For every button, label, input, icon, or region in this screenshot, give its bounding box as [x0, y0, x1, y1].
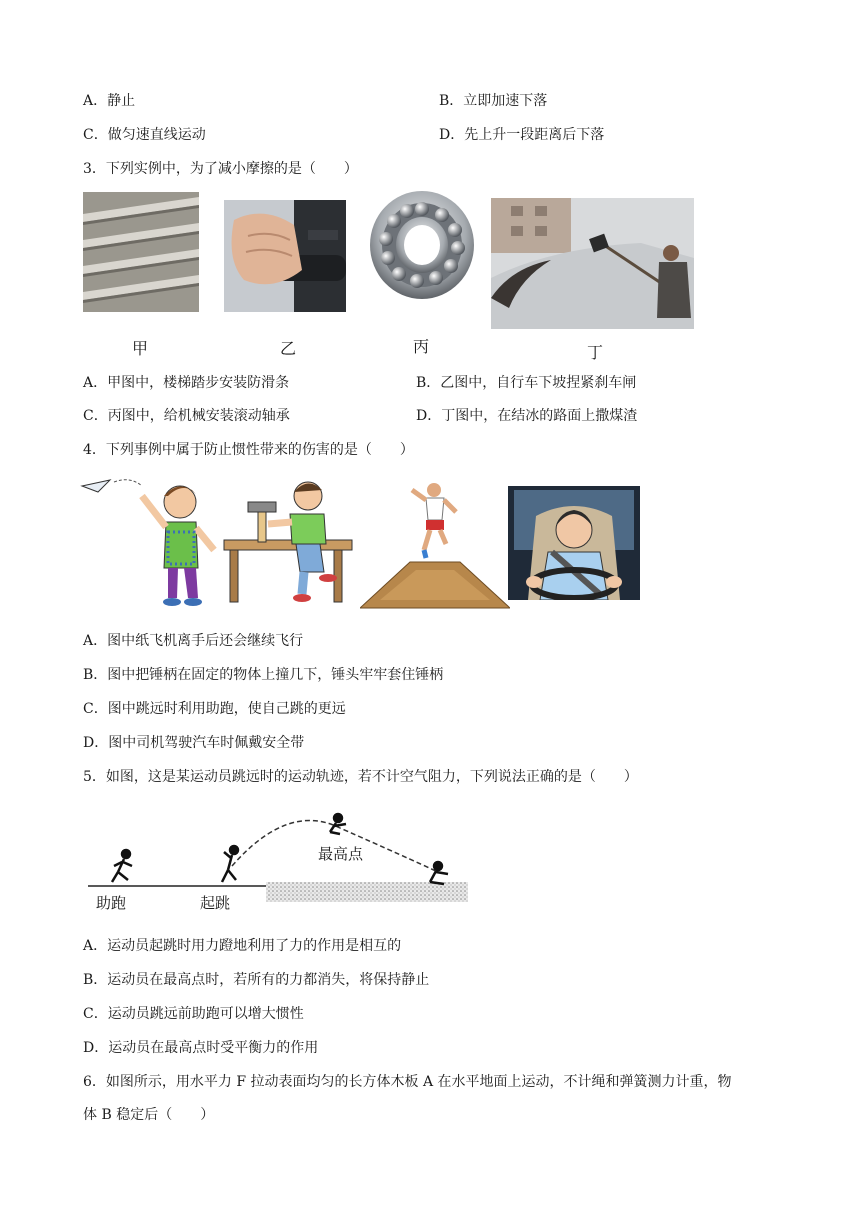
q4-stem: 4．下列事例中属于防止惯性带来的伤害的是（ ）	[83, 442, 414, 458]
q3-option-d: D．丁图中，在结冰的路面上撒煤渣	[416, 408, 638, 424]
q6-stem-line2: 体 B 稳定后（ ）	[83, 1107, 215, 1123]
q4-option-d: D．图中司机驾驶汽车时佩戴安全带	[83, 735, 305, 751]
driver-seatbelt-illustration	[508, 486, 640, 600]
q5-option-c: C．运动员跳远前助跑可以增大惯性	[83, 1006, 304, 1022]
label-run-up: 助跑	[96, 894, 127, 912]
label-highest-point: 最高点	[318, 845, 364, 863]
q3-option-b: B．乙图中，自行车下坡捏紧刹车闸	[416, 375, 637, 391]
paper-plane-boy-illustration	[80, 472, 220, 612]
icy-road-photo	[491, 198, 694, 329]
q6-stem-line1: 6．如图所示，用水平力 F 拉动表面均匀的长方体木板 A 在水平地面上运动，不计绳和弹簧测力计重，物	[83, 1074, 732, 1090]
label-takeoff: 起跳	[200, 894, 231, 912]
q4-option-c: C．图中跳远时利用助跑，使自己跳的更远	[83, 701, 346, 717]
q2-option-b: B．立即加速下落	[439, 93, 548, 109]
caption-jia: 甲	[132, 339, 149, 358]
q2-option-c: C．做匀速直线运动	[83, 127, 206, 143]
caption-bing: 丙	[413, 337, 430, 356]
q3-option-c: C．丙图中，给机械安装滚动轴承	[83, 408, 290, 424]
caption-yi: 乙	[280, 339, 297, 358]
jump-trajectory-diagram	[88, 810, 470, 914]
q5-stem: 5．如图，这是某运动员跳远时的运动轨迹，若不计空气阻力，下列说法正确的是（ ）	[83, 769, 638, 785]
q3-option-a: A．甲图中，楼梯踏步安装防滑条	[83, 375, 290, 391]
long-jumper-illustration	[360, 476, 510, 610]
q2-option-d: D．先上升一段距离后下落	[439, 127, 605, 143]
q3-stem: 3．下列实例中，为了减小摩擦的是（ ）	[83, 161, 358, 177]
q4-option-b: B．图中把锤柄在固定的物体上撞几下，锤头牢牢套住锤柄	[83, 667, 444, 683]
bicycle-brake-photo	[224, 200, 346, 312]
q5-option-a: A．运动员起跳时用力蹬地利用了力的作用是相互的	[83, 938, 402, 954]
stairs-photo	[83, 192, 199, 312]
q2-option-a: A．静止	[83, 93, 136, 109]
q5-option-b: B．运动员在最高点时，若所有的力都消失，将保持静止	[83, 972, 430, 988]
q4-option-a: A．图中纸飞机离手后还会继续飞行	[83, 633, 304, 649]
hammer-man-illustration	[220, 474, 358, 606]
ball-bearing-photo	[367, 190, 477, 300]
q5-option-d: D．运动员在最高点时受平衡力的作用	[83, 1040, 319, 1056]
caption-ding: 丁	[587, 343, 604, 362]
